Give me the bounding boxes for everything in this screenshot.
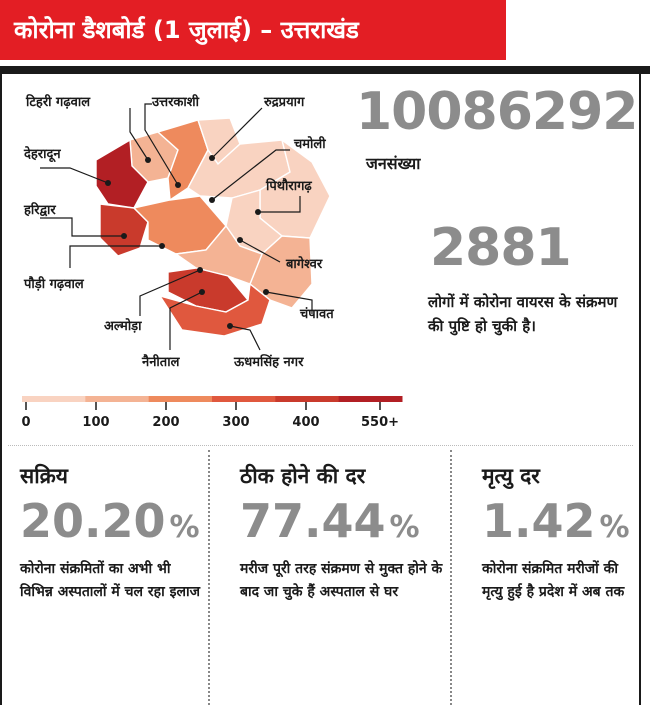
population-label: जनसंख्या [366, 154, 421, 173]
stat-value: 1.42 % [482, 494, 630, 548]
district-dot [197, 267, 203, 273]
stat-title: मृत्यु दर [482, 464, 540, 488]
district-label: पौड़ी गढ़वाल [24, 277, 84, 292]
district-dot [227, 323, 233, 329]
scale-swatch [275, 396, 339, 402]
stat-description: कोरोना संक्रमितों का अभी भी विभिन्न अस्पतालों में चल रहा इलाज [20, 561, 200, 600]
district-dot [105, 180, 111, 186]
dashboard-title: कोरोना डैशबोर्ड (1 जुलाई) – उत्तराखंड [0, 0, 506, 60]
stat-description: मरीज पूरी तरह संक्रमण से मुक्त होने के बाद जा चुके हैं अस्पताल से घर [240, 561, 443, 600]
district-label: हरिद्वार [24, 203, 56, 218]
scale-tick-label: 300 [222, 415, 250, 430]
district-dot [121, 233, 127, 239]
scale-swatch [339, 396, 403, 402]
district-dot [145, 157, 151, 163]
district-label: चंपावत [300, 307, 334, 322]
section-divider [8, 445, 633, 446]
population-value: 10086292 [356, 82, 638, 142]
column-divider [208, 450, 210, 705]
district-label: टिहरी गढ़वाल [26, 95, 91, 110]
stat-recovery [228, 450, 448, 705]
district-label: देहरादून [24, 147, 61, 162]
confirmed-value: 2881 [430, 218, 571, 278]
scale-tick-label: 400 [292, 415, 320, 430]
stat-title: सक्रिय [20, 464, 68, 488]
stat-title: ठीक होने की दर [240, 464, 366, 488]
district-dot [199, 289, 205, 295]
scale-swatch [22, 396, 86, 402]
district-dot [237, 237, 243, 243]
stat-active [8, 450, 206, 705]
scale-tick-label: 550+ [360, 415, 400, 430]
scale-tick-label: 200 [152, 415, 180, 430]
district-label: ऊधमसिंह नगर [234, 355, 304, 370]
stat-description: कोरोना संक्रमित मरीजों की मृत्यु हुई है प्रदेश में अब तक [482, 561, 625, 600]
column-divider [450, 450, 452, 705]
district-label: पिथौरागढ़ [266, 179, 312, 194]
district-label: चमोली [294, 137, 326, 152]
district-label: उत्तरकाशी [152, 95, 199, 110]
header-rule [0, 66, 650, 74]
scale-tick-label: 0 [21, 415, 31, 430]
stat-value: 20.20 % [20, 494, 200, 548]
stat-mortality [470, 450, 640, 705]
scale-swatch [85, 396, 149, 402]
district-dot [159, 243, 165, 249]
scale-swatch [149, 396, 213, 402]
district-dot [209, 197, 215, 203]
confirmed-description: लोगों में कोरोना वायरस के संक्रमण की पुष्टि हो चुकी है। [428, 293, 618, 335]
scale-tick-label: 100 [82, 415, 110, 430]
district-dot [255, 209, 261, 215]
district-dot [263, 289, 269, 295]
scale-swatch [212, 396, 276, 402]
district-label: बागेश्वर [286, 257, 323, 272]
district-dot [175, 182, 181, 188]
stat-value: 77.44 % [240, 494, 420, 548]
district-dot [209, 155, 215, 161]
district-label: रुद्रप्रयाग [264, 95, 305, 110]
district-label: नैनीताल [142, 355, 180, 370]
district-label: अल्मोड़ा [104, 319, 142, 334]
